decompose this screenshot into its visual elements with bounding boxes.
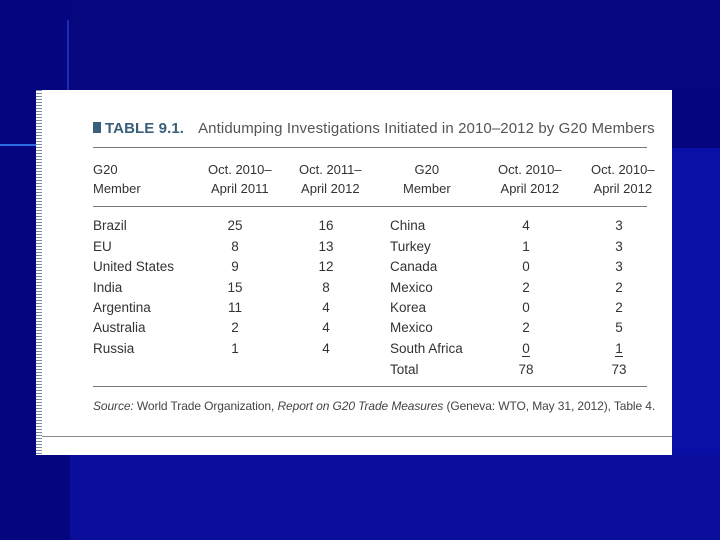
header-left-col1 [208, 160, 272, 198]
table-cell-value: 0 [522, 259, 530, 274]
table-cell-value: 2 [522, 280, 530, 295]
table-cell-value: 4 [322, 341, 330, 356]
background-band-bottom [70, 455, 720, 540]
table-title-text: Antidumping Investigations Initiated in 2010–2012 by G20 Members [198, 120, 655, 137]
header-text: April 2011 [211, 181, 269, 196]
table-cell-value: 0 [522, 300, 530, 315]
table-cell-value [506, 340, 546, 358]
source-suffix: (Geneva: WTO, May 31, 2012), Table 4. [443, 399, 656, 413]
header-text: Oct. 2010– [208, 162, 272, 177]
table-cell-value: 8 [231, 239, 239, 254]
slide-table-image [36, 90, 672, 455]
table-cell-value: 11 [227, 300, 242, 315]
background-accent-line [0, 144, 36, 146]
table-cell-member: India [93, 280, 123, 295]
table-cell-value: 9 [231, 259, 239, 274]
table-cell-member: China [390, 218, 426, 233]
header-text: Member [93, 181, 141, 196]
table-cell-value: 3 [615, 239, 623, 254]
table-label: TABLE 9.1. [105, 120, 185, 137]
header-text: Oct. 2011– [299, 162, 362, 177]
header-text: G20 [414, 162, 440, 177]
underlined-value: 1 [615, 341, 623, 356]
header-text: Oct. 2010– [591, 162, 655, 177]
source-prefix: Source: [93, 399, 134, 413]
table-cell-value: 3 [615, 259, 623, 274]
table-cell-value: 2 [615, 300, 623, 315]
table-cell-value: 2 [615, 280, 623, 295]
header-text: April 2012 [593, 181, 653, 196]
table-cell-value [599, 340, 639, 358]
header-left-col2 [299, 160, 362, 198]
card-bottom-rule [42, 436, 672, 437]
source-note [93, 399, 655, 413]
table-cell-value: 2 [231, 320, 239, 335]
header-text: G20 [93, 162, 118, 177]
table-cell-member: Canada [390, 259, 438, 274]
table-rule-top [93, 147, 647, 148]
header-text: Member [403, 181, 451, 196]
table-cell-member: South Africa [390, 341, 463, 356]
table-cell-member: Mexico [390, 320, 433, 335]
header-right-member [403, 160, 451, 198]
table-cell-member: Korea [390, 300, 427, 315]
table-cell-total-value: 78 [518, 362, 534, 377]
table-cell-total-value: 73 [611, 362, 627, 377]
table-cell-member: Russia [93, 341, 135, 356]
table-cell-value: 12 [318, 259, 334, 274]
table-cell-value: 8 [322, 280, 330, 295]
header-right-col1 [498, 160, 562, 198]
table-cell-member: Turkey [390, 239, 431, 254]
table-cell-value: 1 [522, 239, 530, 254]
table-cell-member: Australia [93, 320, 146, 335]
table-cell-total-label: Total [390, 362, 419, 377]
table-cell-value: 4 [322, 320, 330, 335]
table-cell-value: 4 [322, 300, 330, 315]
table-cell-value: 15 [227, 280, 243, 295]
table-cell-member: Mexico [390, 280, 433, 295]
header-text: April 2012 [301, 181, 360, 196]
table-cell-member: Argentina [93, 300, 151, 315]
header-right-col2 [591, 160, 655, 198]
table-cell-value: 13 [318, 239, 334, 254]
header-left-member [93, 160, 141, 198]
table-rule-header [93, 206, 647, 207]
table-cell-value: 3 [615, 218, 623, 233]
table-cell-member: EU [93, 239, 112, 254]
table-cell-value: 5 [615, 320, 623, 335]
table-cell-value: 1 [231, 341, 239, 356]
background-band-top [70, 0, 720, 90]
header-text: April 2012 [500, 181, 560, 196]
table-cell-value: 25 [227, 218, 243, 233]
table-rule-bottom [93, 386, 647, 387]
source-report: Report on G20 Trade Measures [277, 399, 444, 413]
table-cell-value: 2 [522, 320, 530, 335]
dotted-edge [36, 90, 42, 455]
table-title [93, 120, 655, 137]
table-cell-member: United States [93, 259, 175, 274]
background-accent-line-vertical [67, 20, 69, 90]
table-cell-value: 16 [318, 218, 334, 233]
table-cell-value: 4 [522, 218, 530, 233]
source-org: World Trade Organization, [133, 399, 278, 413]
underlined-value: 0 [522, 341, 530, 356]
table-cell-member: Brazil [93, 218, 127, 233]
header-text: Oct. 2010– [498, 162, 562, 177]
title-square-icon [93, 122, 101, 133]
